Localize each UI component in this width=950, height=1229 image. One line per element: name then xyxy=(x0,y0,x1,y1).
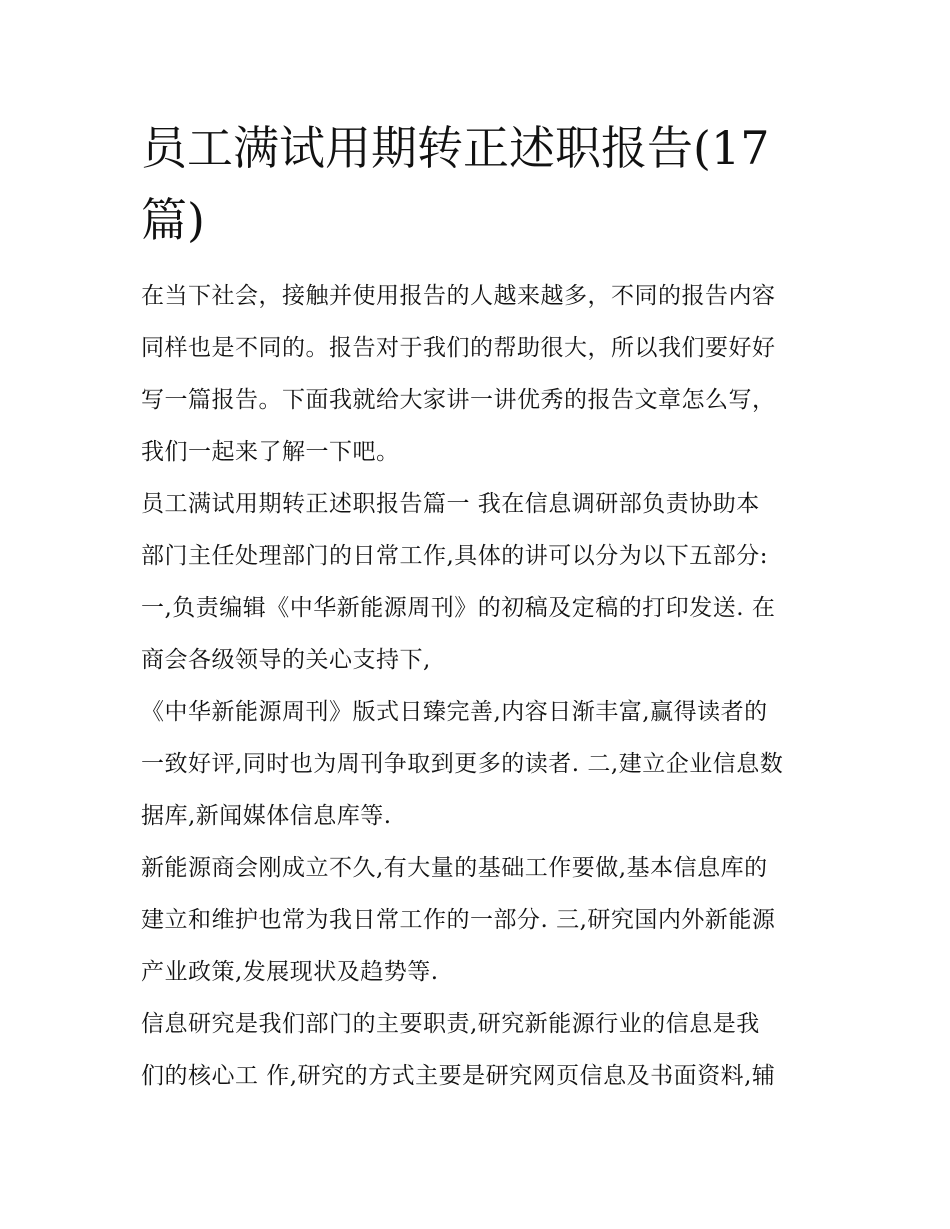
text-line: 部门主任处理部门的日常工作,具体的讲可以分为以下五部分: xyxy=(141,543,769,569)
paragraph-report-one xyxy=(141,478,813,686)
paragraph-research xyxy=(141,998,813,1102)
text-line: 《中华新能源周刊》版式日臻完善,内容日渐丰富,赢得读者的 xyxy=(141,699,768,725)
text-line: 产业政策,发展现状及趋势等. xyxy=(141,959,439,985)
document-body xyxy=(141,270,813,1102)
text-line: 员工满试用期转正述职报告篇一 我在信息调研部负责协助本 xyxy=(141,491,760,517)
text-line: 新能源商会刚成立不久,有大量的基础工作要做,基本信息库的 xyxy=(141,855,768,881)
text-line: 据库,新闻媒体信息库等. xyxy=(141,803,392,829)
text-line: 建立和维护也常为我日常工作的一部分. 三,研究国内外新能源 xyxy=(141,907,776,933)
text-line: 在当下社会，接触并使用报告的人越来越多，不同的报告内容 xyxy=(141,283,776,309)
document-page xyxy=(141,112,813,1102)
text-line: 写一篇报告。下面我就给大家讲一讲优秀的报告文章怎么写， xyxy=(141,387,776,413)
document-title xyxy=(141,112,813,256)
title-line-1: 员工满试用期转正述职报告(17 xyxy=(141,121,770,175)
text-line: 我们一起来了解一下吧。 xyxy=(141,439,400,465)
paragraph-weekly xyxy=(141,686,813,842)
text-line: 同样也是不同的。报告对于我们的帮助很大，所以我们要好好 xyxy=(141,335,776,361)
paragraph-database xyxy=(141,842,813,998)
text-line: 们的核心工 作,研究的方式主要是研究网页信息及书面资料,辅 xyxy=(141,1063,776,1089)
text-line: 商会各级领导的关心支持下, xyxy=(141,647,431,673)
title-line-2: 篇) xyxy=(141,193,205,247)
paragraph-intro xyxy=(141,270,813,478)
text-line: 一,负责编辑《中华新能源周刊》的初稿及定稿的打印发送. 在 xyxy=(141,595,776,621)
text-line: 一致好评,同时也为周刊争取到更多的读者. 二,建立企业信息数 xyxy=(141,751,784,777)
text-line: 信息研究是我们部门的主要职责,研究新能源行业的信息是我 xyxy=(141,1011,760,1037)
